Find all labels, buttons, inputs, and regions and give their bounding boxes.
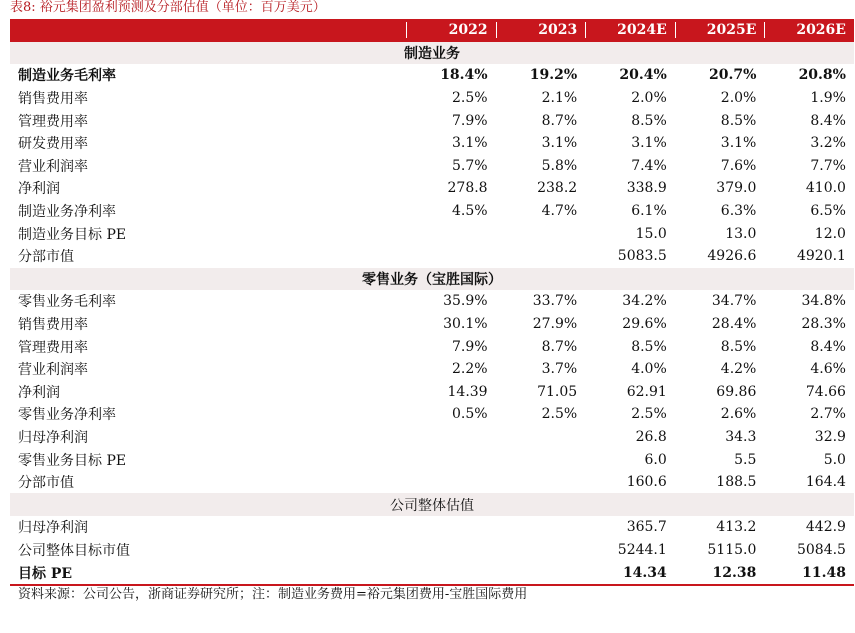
row-label: 分部市值 <box>18 475 74 492</box>
table-row <box>10 290 854 313</box>
row-label: 归母净利润 <box>18 429 88 446</box>
table-row <box>10 155 854 178</box>
value-cell: 34.2% <box>622 293 667 310</box>
row-label: 研发费用率 <box>18 136 88 153</box>
value-cell: 4.0% <box>631 361 667 378</box>
value-cell: 28.3% <box>801 316 846 333</box>
table-row <box>10 132 854 155</box>
value-cell: 3.2% <box>810 135 846 152</box>
row-label: 制造业务目标 PE <box>18 226 127 243</box>
value-cell: 5084.5 <box>796 541 846 558</box>
value-cell: 2.1% <box>541 90 578 107</box>
table-row <box>10 87 854 110</box>
table-row <box>10 109 854 132</box>
row-label: 零售业务净利率 <box>18 407 116 424</box>
row-label: 零售业务毛利率 <box>18 294 116 311</box>
value-cell: 12.0 <box>814 225 846 242</box>
value-cell: 2.0% <box>720 90 757 107</box>
value-cell: 20.4% <box>619 67 667 84</box>
value-cell: 14.34 <box>622 564 667 581</box>
value-cell: 164.4 <box>805 474 846 491</box>
value-cell: 5115.0 <box>707 541 757 558</box>
value-cell: 29.6% <box>622 316 667 333</box>
table-title: 表8: 裕元集团盈利预测及分部估值（单位：百万美元） <box>10 0 326 15</box>
value-cell: 365.7 <box>626 519 667 536</box>
value-cell: 2.2% <box>452 361 488 378</box>
value-cell: 3.7% <box>541 361 578 378</box>
header-cell: 2026E <box>764 22 854 38</box>
value-cell: 4.7% <box>541 203 578 220</box>
value-cell: 3.1% <box>720 135 757 152</box>
value-cell: 3.1% <box>452 135 488 152</box>
row-label: 制造业务毛利率 <box>18 68 116 85</box>
value-cell: 160.6 <box>626 474 667 491</box>
header-cell: 2025E <box>675 22 765 38</box>
value-cell: 5.0 <box>823 451 846 468</box>
value-cell: 2.7% <box>810 406 846 423</box>
row-label: 制造业务净利率 <box>18 204 116 221</box>
value-cell: 0.5% <box>452 406 488 423</box>
value-cell: 4.5% <box>452 203 488 220</box>
value-cell: 8.5% <box>720 112 757 129</box>
value-cell: 410.0 <box>805 180 846 197</box>
value-cell: 5.5 <box>734 451 757 468</box>
value-cell: 11.48 <box>802 564 846 581</box>
value-cell: 278.8 <box>447 180 488 197</box>
value-cell: 15.0 <box>635 225 667 242</box>
table-row <box>10 200 854 223</box>
value-cell: 13.0 <box>725 225 757 242</box>
value-cell: 8.5% <box>631 338 667 355</box>
value-cell: 69.86 <box>716 383 757 400</box>
value-cell: 35.9% <box>443 293 488 310</box>
earnings-forecast-table <box>10 19 854 586</box>
header-cell: 2022 <box>406 22 496 38</box>
table-row <box>10 335 854 358</box>
value-cell: 2.5% <box>541 406 578 423</box>
value-cell: 2.6% <box>720 406 757 423</box>
row-label: 净利润 <box>18 181 60 198</box>
value-cell: 8.7% <box>541 338 578 355</box>
table-row <box>10 448 854 471</box>
table-row <box>10 313 854 336</box>
value-cell: 6.5% <box>810 203 846 220</box>
value-cell: 5.7% <box>452 157 488 174</box>
table-row <box>10 403 854 426</box>
value-cell: 27.9% <box>532 316 578 333</box>
value-cell: 34.8% <box>801 293 846 310</box>
value-cell: 7.7% <box>810 157 846 174</box>
header-cell: 2024E <box>585 22 675 38</box>
value-cell: 8.5% <box>631 112 667 129</box>
value-cell: 4.2% <box>720 361 757 378</box>
value-cell: 8.4% <box>810 112 846 129</box>
value-cell: 5.8% <box>541 157 578 174</box>
row-label: 分部市值 <box>18 249 74 266</box>
value-cell: 338.9 <box>626 180 667 197</box>
value-cell: 6.0 <box>644 451 667 468</box>
table-row <box>10 516 854 539</box>
value-cell: 34.7% <box>711 293 757 310</box>
table-row <box>10 245 854 268</box>
value-cell: 33.7% <box>532 293 578 310</box>
value-cell: 8.7% <box>541 112 578 129</box>
value-cell: 19.2% <box>529 67 578 84</box>
value-cell: 2.5% <box>452 90 488 107</box>
value-cell: 4920.1 <box>796 248 846 265</box>
value-cell: 7.9% <box>452 112 488 129</box>
value-cell: 14.39 <box>447 383 488 400</box>
table-row <box>10 222 854 245</box>
value-cell: 8.5% <box>720 338 757 355</box>
value-cell: 4926.6 <box>707 248 757 265</box>
value-cell: 20.8% <box>798 67 846 84</box>
row-label: 管理费用率 <box>18 339 88 356</box>
value-cell: 30.1% <box>443 316 488 333</box>
table-row <box>10 64 854 87</box>
header-cell: 2023 <box>496 22 586 38</box>
row-label: 销售费用率 <box>18 317 88 334</box>
value-cell: 7.9% <box>452 338 488 355</box>
value-cell: 12.38 <box>712 564 757 581</box>
table-row <box>10 358 854 381</box>
value-cell: 32.9 <box>814 428 846 445</box>
table-header-row <box>10 19 854 42</box>
value-cell: 2.0% <box>631 90 667 107</box>
value-cell: 4.6% <box>810 361 846 378</box>
value-cell: 413.2 <box>716 519 757 536</box>
row-label: 营业利润率 <box>18 362 88 379</box>
value-cell: 188.5 <box>716 474 757 491</box>
value-cell: 5244.1 <box>617 541 667 558</box>
value-cell: 7.4% <box>631 157 667 174</box>
value-cell: 71.05 <box>537 383 578 400</box>
value-cell: 2.5% <box>631 406 667 423</box>
value-cell: 1.9% <box>810 90 846 107</box>
value-cell: 20.7% <box>708 67 757 84</box>
table-body <box>10 42 854 586</box>
row-label: 零售业务目标 PE <box>18 452 127 469</box>
value-cell: 3.1% <box>631 135 667 152</box>
row-label: 归母净利润 <box>18 520 88 537</box>
table-row <box>10 539 854 562</box>
section-header-row: 公司整体估值 <box>10 493 854 516</box>
value-cell: 3.1% <box>541 135 578 152</box>
row-label: 销售费用率 <box>18 91 88 108</box>
value-cell: 74.66 <box>805 383 846 400</box>
value-cell: 379.0 <box>716 180 757 197</box>
value-cell: 18.4% <box>440 67 488 84</box>
row-label: 营业利润率 <box>18 158 88 175</box>
value-cell: 6.1% <box>631 203 667 220</box>
value-cell: 7.6% <box>720 157 757 174</box>
row-label: 净利润 <box>18 384 60 401</box>
section-header-row: 制造业务 <box>10 42 854 65</box>
value-cell: 442.9 <box>805 519 846 536</box>
row-label: 目标 PE <box>18 565 73 582</box>
table-row <box>10 471 854 494</box>
table-row <box>10 426 854 449</box>
value-cell: 28.4% <box>711 316 757 333</box>
value-cell: 5083.5 <box>617 248 667 265</box>
value-cell: 238.2 <box>537 180 578 197</box>
source-note: 资料来源：公司公告，浙商证券研究所；注：制造业务费用=裕元集团费用-宝胜国际费用 <box>18 587 528 602</box>
value-cell: 8.4% <box>810 338 846 355</box>
section-header-row: 零售业务（宝胜国际） <box>10 268 854 291</box>
value-cell: 34.3 <box>725 428 757 445</box>
row-label: 管理费用率 <box>18 113 88 130</box>
value-cell: 26.8 <box>635 428 667 445</box>
row-label: 公司整体目标市值 <box>18 542 130 559</box>
value-cell: 6.3% <box>720 203 757 220</box>
value-cell: 62.91 <box>626 383 667 400</box>
table-row <box>10 381 854 404</box>
table-row <box>10 177 854 200</box>
